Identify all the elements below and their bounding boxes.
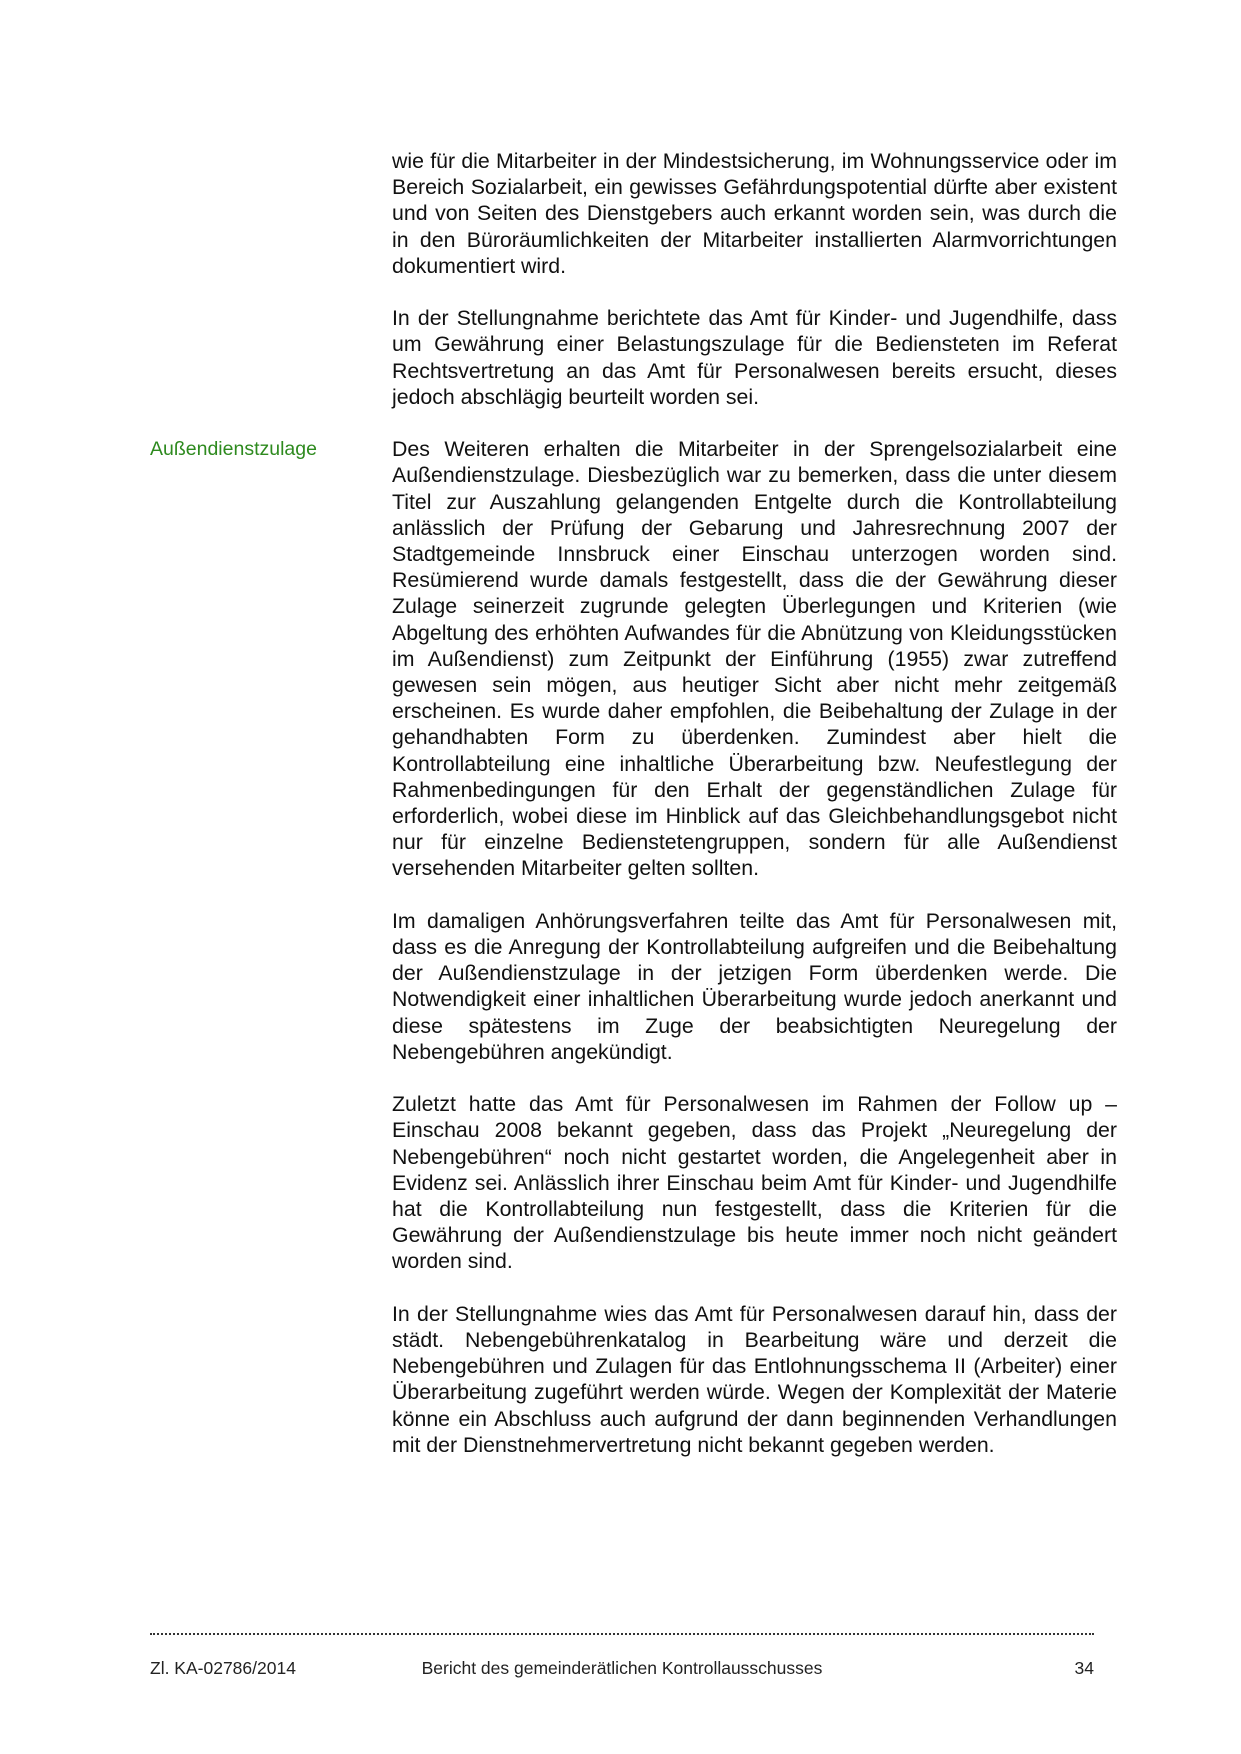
footer-title: Bericht des gemeinderätlichen Kontrollausschusses [421,1658,823,1678]
body-text-column [392,148,1117,1458]
footer-reference: Zl. KA-02786/2014 [150,1658,296,1678]
paragraph-anhoerungsverfahren: Im damaligen Anhörungsverfahren teilte das Amt für Personalwesen mit, dass es die Anregung der Kontrollabteilung aufgreifen und die Beibehaltung der Außendienstzulage in der jetzigen Form überdenken werde. Die Notwendigkeit einer inhaltlichen Überarbeitung wurde jedoch anerkannt und diese spätestens im Zuge der beabsichtigten Neuregelung der Nebengebühren angekündigt. [392,908,1117,1064]
paragraph-aussendienstzulage: Des Weiteren erhalten die Mitarbeiter in der Sprengelsozialarbeit eine Außendienstzulage. Diesbezüglich war zu bemerken, dass die unter diesem Titel zur Auszahlung gelangenden Entgelte durch die Kontrollabteilung anlässlich der Prüfung der Gebarung und Jahresrechnung 2007 der Stadtgemeinde Innsbruck einer Einschau unterzogen worden sind. Resümierend wurde damals festgestellt, dass die der Gewährung dieser Zulage seinerzeit zugrunde gelegten Überlegungen und Kriterien (wie Abgeltung des erhöhten Aufwandes für die Abnützung von Kleidungsstücken im Außendienst) zum Zeitpunkt der Einführung (1955) zwar zutreffend gewesen sein mögen, aus heutiger Sicht aber nicht mehr zeitgemäß erscheinen. Es wurde daher empfohlen, die Beibehaltung der Zulage in der gehandhabten Form zu überdenken. Zumindest aber hielt die Kontrollabteilung eine inhaltliche Überarbeitung bzw. Neufestlegung der Rahmenbedingungen für den Erhalt der gegenständlichen Zulage für erforderlich, wobei diese im Hinblick auf das Gleichbehandlungsgebot nicht nur für einzelne Bedienstetengruppen, sondern für alle Außendienst versehenden Mitarbeiter gelten sollten. [392,437,1117,881]
footer-divider [150,1633,1094,1635]
paragraph-belastungszulage: In der Stellungnahme berichtete das Amt für Kinder- und Jugendhilfe, dass um Gewährung einer Belastungszulage für die Bediensteten im Referat Rechtsvertretung an das Amt für Personalwesen bereits ersucht, dieses jedoch abschlägig beurteilt worden sei. [392,306,1117,409]
paragraph-stellungnahme-personalwesen: In der Stellungnahme wies das Amt für Personalwesen darauf hin, dass der städt. Nebengebührenkatalog in Bearbeitung wäre und derzeit die Nebengebühren und Zulagen für das Entlohnungsschema II (Arbeiter) einer Überarbeitung zugeführt werden würde. Wegen der Komplexität der Materie könne ein Abschluss auch aufgrund der dann beginnenden Verhandlungen mit der Dienstnehmervertretung nicht bekannt gegeben werden. [392,1301,1117,1457]
margin-heading-aussendienstzulage: Außendienstzulage [150,438,317,460]
paragraph-follow-up-einschau: Zuletzt hatte das Amt für Personalwesen im Rahmen der Follow up – Einschau 2008 bekannt gegeben, dass das Projekt „Neuregelung der Nebengebühren“ noch nicht gestartet worden, die Angelegenheit aber in Evidenz sei. Anlässlich ihrer Einschau beim Amt für Kinder- und Jugendhilfe hat die Kontrollabteilung nun festgestellt, dass die Kriterien für die Gewährung der Außendienstzulage bis heute immer noch nicht geändert worden sind. [392,1092,1117,1274]
paragraph-gefaehrdungspotential: wie für die Mitarbeiter in der Mindestsicherung, im Wohnungsservice oder im Bereich Sozialarbeit, ein gewisses Gefährdungspotential dürfte aber existent und von Seiten des Dienstgebers auch erkannt worden sein, was durch die in den Büroräumlichkeiten der Mitarbeiter installierten Alarmvorrichtungen dokumentiert wird. [392,149,1117,278]
page-footer [150,1657,1094,1683]
page-number: 34 [1074,1658,1094,1678]
